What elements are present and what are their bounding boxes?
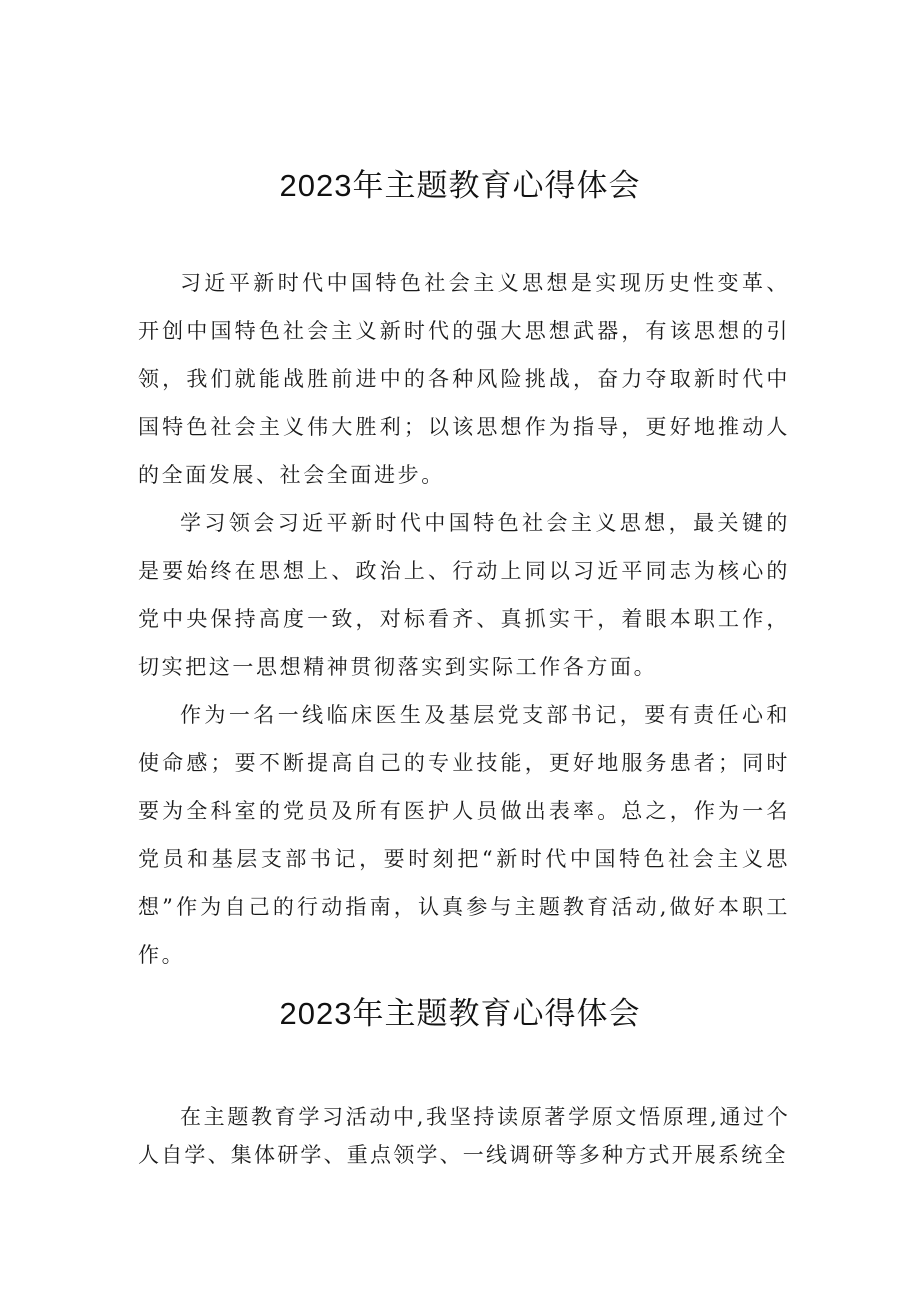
article-body xyxy=(138,259,790,979)
paragraph: 学习领会习近平新时代中国特色社会主义思想，最关键的是要始终在思想上、政治上、行动上同以习近平同志为核心的党中央保持高度一致，对标看齐、真抓实干，着眼本职工作，切实把这一思想精神贯彻落实到实际工作各方面。 xyxy=(138,511,790,679)
paragraph: 在主题教育学习活动中,我坚持读原著学原文悟原理,通过个人自学、集体研学、重点领学、一线调研等多种方式开展系统全 xyxy=(138,1105,790,1167)
document-title: 2023年主题教育心得体会 xyxy=(279,168,641,203)
document-title: 2023年主题教育心得体会 xyxy=(279,996,641,1031)
paragraph: 作为一名一线临床医生及基层党支部书记，要有责任心和使命感；要不断提高自己的专业技能，更好地服务患者；同时要为全科室的党员及所有医护人员做出表率。总之，作为一名党员和基层支部书记，要时刻把“新时代中国特色社会主义思想”作为自己的行动指南，认真参与主题教育活动,做好本职工作。 xyxy=(138,703,790,967)
paragraph: 习近平新时代中国特色社会主义思想是实现历史性变革、开创中国特色社会主义新时代的强大思想武器，有该思想的引领，我们就能战胜前进中的各种风险挑战，奋力夺取新时代中国特色社会主义伟大胜利；以该思想作为指导，更好地推动人的全面发展、社会全面进步。 xyxy=(138,271,790,487)
article-body xyxy=(138,1098,790,1174)
